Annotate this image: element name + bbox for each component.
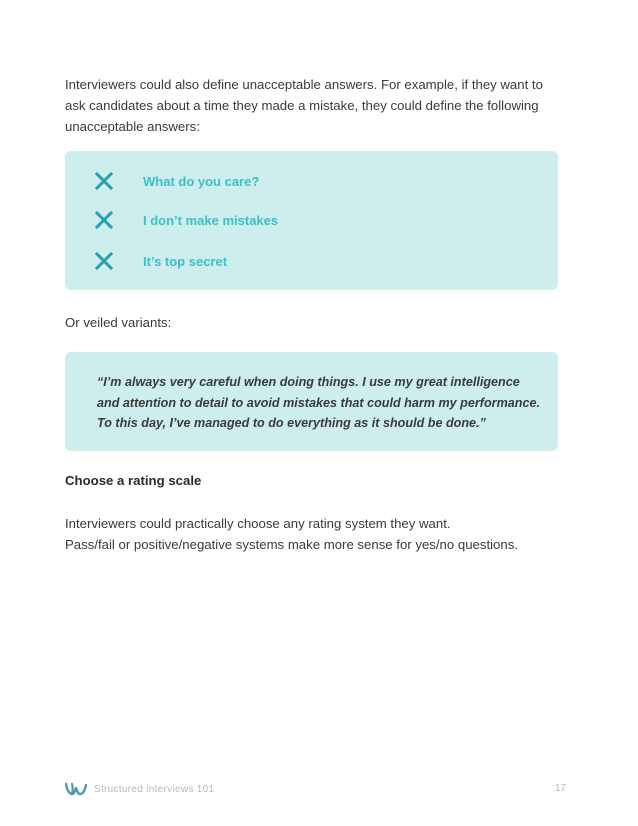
workable-logo-icon: [64, 781, 88, 797]
page-footer: [64, 780, 566, 800]
intro-line: Interviewers could also define unacceptable answers. For example, if they want to: [65, 77, 543, 92]
rating-scale-line: Pass/fail or positive/negative systems make more sense for yes/no questions.: [65, 537, 518, 552]
x-icon: [93, 170, 115, 192]
quote-line: “I’m always very careful when doing things. I use my great intelligence: [97, 375, 520, 389]
rating-scale-line: Interviewers could practically choose any rating system they want.: [65, 516, 451, 531]
veiled-quote-box: [65, 352, 558, 451]
unacceptable-answer-label: What do you care?: [143, 173, 260, 189]
rating-scale-paragraph: [65, 513, 565, 555]
veiled-variants-paragraph: [65, 312, 565, 333]
unacceptable-answer-label: I don’t make mistakes: [143, 212, 279, 228]
x-icon: [93, 209, 115, 231]
section-heading: Choose a rating scale: [65, 473, 202, 488]
veiled-variants-label: Or veiled variants:: [65, 315, 172, 330]
intro-line: unacceptable answers:: [65, 119, 200, 134]
page-number: 17: [554, 783, 566, 794]
x-icon: [93, 250, 115, 272]
veiled-quote: [97, 372, 547, 434]
unacceptable-answer-label: It’s top secret: [143, 253, 228, 269]
unacceptable-answers-box: [65, 151, 558, 290]
intro-line: ask candidates about a time they made a mistake, they could define the following: [65, 98, 539, 113]
unacceptable-answer-item: [93, 169, 259, 193]
quote-line: and attention to detail to avoid mistakes that could harm my performance.: [97, 395, 540, 410]
unacceptable-answer-item: [93, 208, 278, 232]
unacceptable-answer-item: [93, 249, 227, 273]
quote-line: To this day, I’ve managed to do everything as it should be done.”: [97, 416, 486, 430]
footer-document-title: Structured interviews 101: [94, 784, 215, 795]
intro-paragraph: [65, 74, 565, 137]
